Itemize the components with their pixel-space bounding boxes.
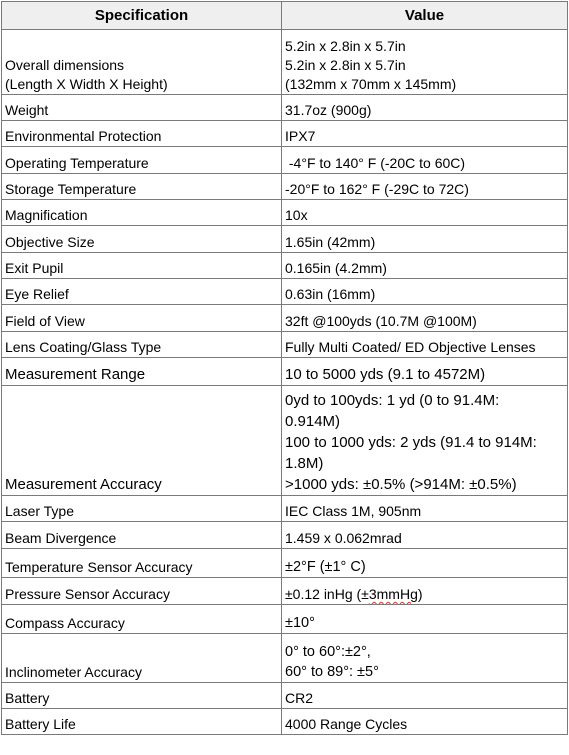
table-row — [2, 522, 568, 549]
table-row — [2, 253, 568, 279]
value-cell: 0.165in (4.2mm) — [282, 253, 568, 279]
table-row — [2, 386, 568, 496]
spec-cell: Inclinometer Accuracy — [2, 634, 282, 683]
value-cell: IEC Class 1M, 905nm — [282, 496, 568, 522]
table-row — [2, 279, 568, 305]
table-row — [2, 226, 568, 253]
spec-cell: Pressure Sensor Accuracy — [2, 578, 282, 605]
table-row — [2, 549, 568, 578]
spec-cell: Storage Temperature — [2, 174, 282, 200]
table-row — [2, 305, 568, 332]
spec-cell: Eye Relief — [2, 279, 282, 305]
spec-text: Overall dimensions (Length X Width X Height) — [5, 57, 168, 92]
value-cell: 10x — [282, 200, 568, 226]
value-cell — [282, 147, 568, 174]
value-cell: 1.65in (42mm) — [282, 226, 568, 253]
table-row — [2, 332, 568, 358]
value-cell — [282, 578, 568, 605]
spec-cell: Compass Accuracy — [2, 605, 282, 634]
value-cell: 10 to 5000 yds (9.1 to 4572M) — [282, 358, 568, 386]
table-row — [2, 496, 568, 522]
spec-cell — [2, 30, 282, 95]
table-row — [2, 147, 568, 174]
spec-cell: Operating Temperature — [2, 147, 282, 174]
value-text: -4°F to 140° F (-20C to 60C) — [285, 155, 466, 171]
spec-cell: Environmental Protection — [2, 121, 282, 147]
spec-cell: Beam Divergence — [2, 522, 282, 549]
table-row — [2, 200, 568, 226]
value-cell: Fully Multi Coated/ ED Objective Lenses — [282, 332, 568, 358]
column-header-value: Value — [282, 2, 568, 30]
spec-cell: Measurement Accuracy — [2, 386, 282, 496]
spec-cell: Weight — [2, 95, 282, 121]
spec-cell: Laser Type — [2, 496, 282, 522]
spec-cell: Lens Coating/Glass Type — [2, 332, 282, 358]
value-cell: 1.459 x 0.062mrad — [282, 522, 568, 549]
value-cell: 32ft @100yds (10.7M @100M) — [282, 305, 568, 332]
table-row — [2, 174, 568, 200]
spec-cell: Temperature Sensor Accuracy — [2, 549, 282, 578]
table-row — [2, 358, 568, 386]
spec-cell: Field of View — [2, 305, 282, 332]
table-row — [2, 683, 568, 709]
value-cell: IPX7 — [282, 121, 568, 147]
value-cell: -20°F to 162° F (-29C to 72C) — [282, 174, 568, 200]
value-cell — [282, 386, 568, 496]
value-text: 5.2in x 2.8in x 5.7in 5.2in x 2.8in x 5.7in (132mm x 70mm x 145mm) — [285, 38, 457, 92]
spec-cell: Measurement Range — [2, 358, 282, 386]
spec-cell: Battery Life — [2, 709, 282, 735]
table-row — [2, 121, 568, 147]
spec-cell: Magnification — [2, 200, 282, 226]
column-header-specification: Specification — [2, 2, 282, 30]
table-header-row — [2, 2, 568, 30]
table-row — [2, 30, 568, 95]
specification-table — [1, 1, 568, 735]
value-cell: 0.63in (16mm) — [282, 279, 568, 305]
table-row — [2, 95, 568, 121]
value-text: 0yd to 100yds: 1 yd (0 to 91.4M: 0.914M) 100 to 1000 yds: 2 yds (91.4 to 914M: 1.8M) >1000 yds: ±0.5% (>914M: ±0.5%) — [285, 392, 537, 493]
table-row — [2, 578, 568, 605]
table-row — [2, 634, 568, 683]
value-cell: 4000 Range Cycles — [282, 709, 568, 735]
spec-cell: Exit Pupil — [2, 253, 282, 279]
spec-cell: Battery — [2, 683, 282, 709]
value-text: 0° to 60°:±2°, 60° to 89°: ±5° — [285, 644, 379, 680]
value-cell: CR2 — [282, 683, 568, 709]
value-text-end: ) — [417, 586, 423, 602]
spec-cell: Objective Size — [2, 226, 282, 253]
value-cell: ±10° — [282, 605, 568, 634]
value-cell — [282, 634, 568, 683]
value-cell: 31.7oz (900g) — [282, 95, 568, 121]
value-cell — [282, 30, 568, 95]
table-row — [2, 605, 568, 634]
value-cell: ±2°F (±1° C) — [282, 549, 568, 578]
value-text: ±0.12 inHg (± — [285, 586, 369, 602]
spellcheck-underlined-text: 3mmHg — [368, 586, 418, 602]
table-row — [2, 709, 568, 735]
